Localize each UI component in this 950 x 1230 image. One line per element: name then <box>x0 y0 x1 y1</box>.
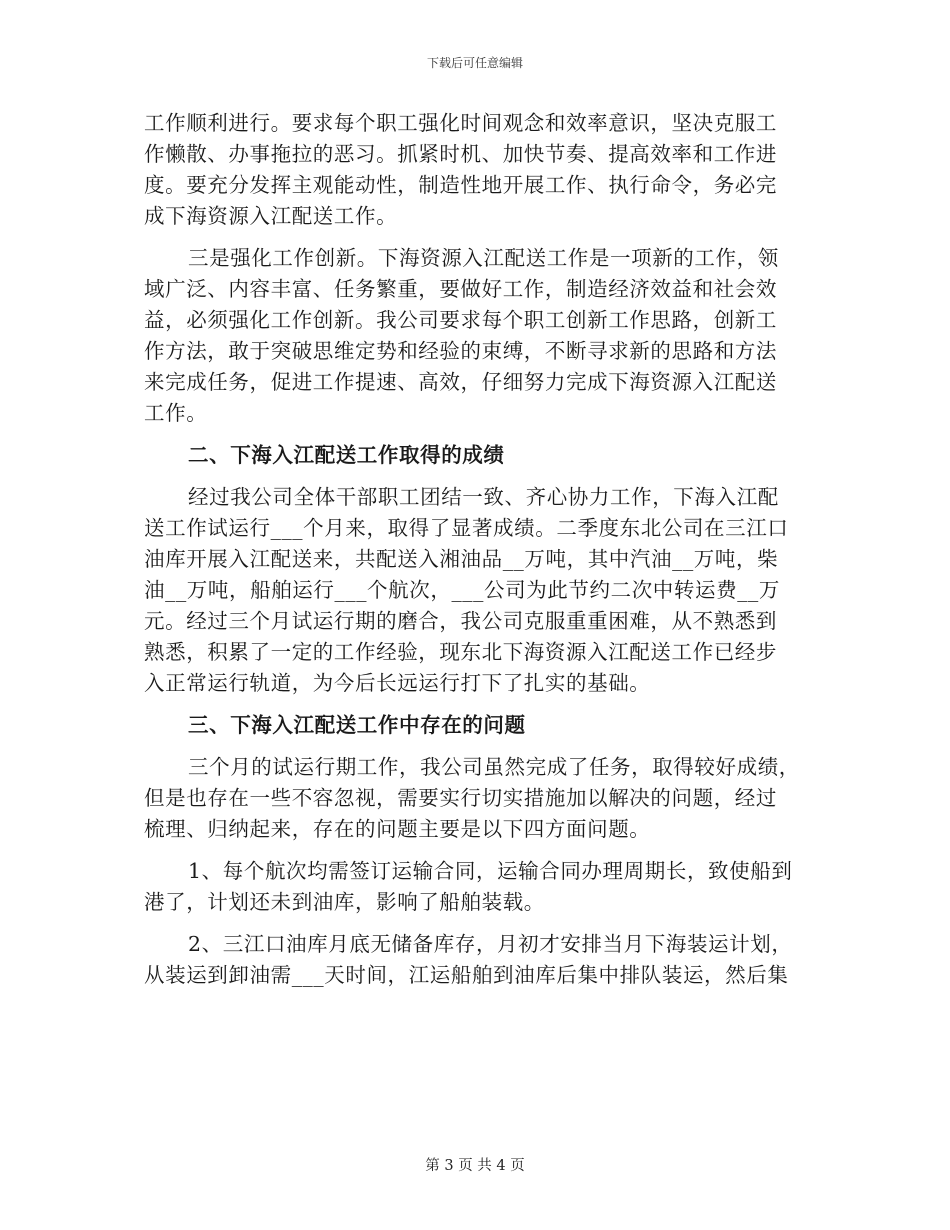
text-line: 三个月的试运行期工作，我公司虽然完成了任务，取得较好成绩， <box>188 755 800 779</box>
text-line: 域广泛、内容丰富、任务繁重，要做好工作，制造经济效益和社会效 <box>144 277 777 301</box>
text-line: 益，必须强化工作创新。我公司要求每个职工创新工作思路，创新工 <box>144 308 777 332</box>
paragraph <box>144 929 804 991</box>
text-line: 从装运到卸油需___天时间，江运船舶到油库后集中排队装运，然后集 <box>144 963 789 987</box>
text-line: 但是也存在一些不容忽视，需要实行切实措施加以解决的问题，经过 <box>144 786 777 810</box>
text-line: 二、下海入江配送工作取得的成绩 <box>188 443 505 467</box>
text-line: 经过我公司全体干部职工团结一致、齐心协力工作，下海入江配 <box>188 485 779 509</box>
paragraph <box>144 243 804 429</box>
text-line: 来完成任务，促进工作提速、高效，仔细努力完成下海资源入江配送 <box>144 370 777 394</box>
text-line: 三、下海入江配送工作中存在的问题 <box>188 713 526 737</box>
text-line: 工作。 <box>144 401 208 425</box>
page-footer: 第 3 页 共 4 页 <box>425 1158 525 1174</box>
text-line: 2、三江口油库月底无储备库存，月初才安排当月下海装运计划， <box>188 932 793 956</box>
text-line: 油库开展入江配送来，共配送入湘油品__万吨，其中汽油__万吨，柴 <box>144 547 779 571</box>
text-line: 工作顺利进行。要求每个职工强化时间观念和效率意识，坚决克服工 <box>144 111 777 135</box>
section-heading <box>144 710 804 741</box>
text-line: 元。经过三个月试运行期的磨合，我公司克服重重困难，从不熟悉到 <box>144 609 777 633</box>
text-line: 送工作试运行___个月来，取得了显著成绩。二季度东北公司在三江口 <box>144 516 789 540</box>
text-line: 1、每个航次均需签订运输合同，运输合同办理周期长，致使船到 <box>188 859 793 883</box>
text-line: 熟悉，积累了一定的工作经验，现东北下海资源入江配送工作已经步 <box>144 640 777 664</box>
text-line: 三是强化工作创新。下海资源入江配送工作是一项新的工作，领 <box>188 246 779 270</box>
text-line: 港了，计划还未到油库，影响了船舶装载。 <box>144 890 545 914</box>
text-line: 梳理、归纳起来，存在的问题主要是以下四方面问题。 <box>144 817 651 841</box>
text-line: 入正常运行轨道，为今后长远运行打下了扎实的基础。 <box>144 671 651 695</box>
paragraph <box>144 108 804 232</box>
text-line: 度。要充分发挥主观能动性，制造性地开展工作、执行命令，务必完 <box>144 173 777 197</box>
paragraph <box>144 856 804 918</box>
document-body <box>144 108 804 991</box>
text-line: 油__万吨，船舶运行___个航次，___公司为此节约二次中转运费__万 <box>144 578 780 602</box>
text-line: 成下海资源入江配送工作。 <box>144 204 398 228</box>
text-line: 作懒散、办事拖拉的恶习。抓紧时机、加快节奏、提高效率和工作进 <box>144 142 777 166</box>
paragraph <box>144 752 804 845</box>
paragraph <box>144 482 804 699</box>
section-heading <box>144 440 804 471</box>
text-line: 作方法，敢于突破思维定势和经验的束缚，不断寻求新的思路和方法 <box>144 339 777 363</box>
page-header: 下载后可任意编辑 <box>426 56 523 70</box>
